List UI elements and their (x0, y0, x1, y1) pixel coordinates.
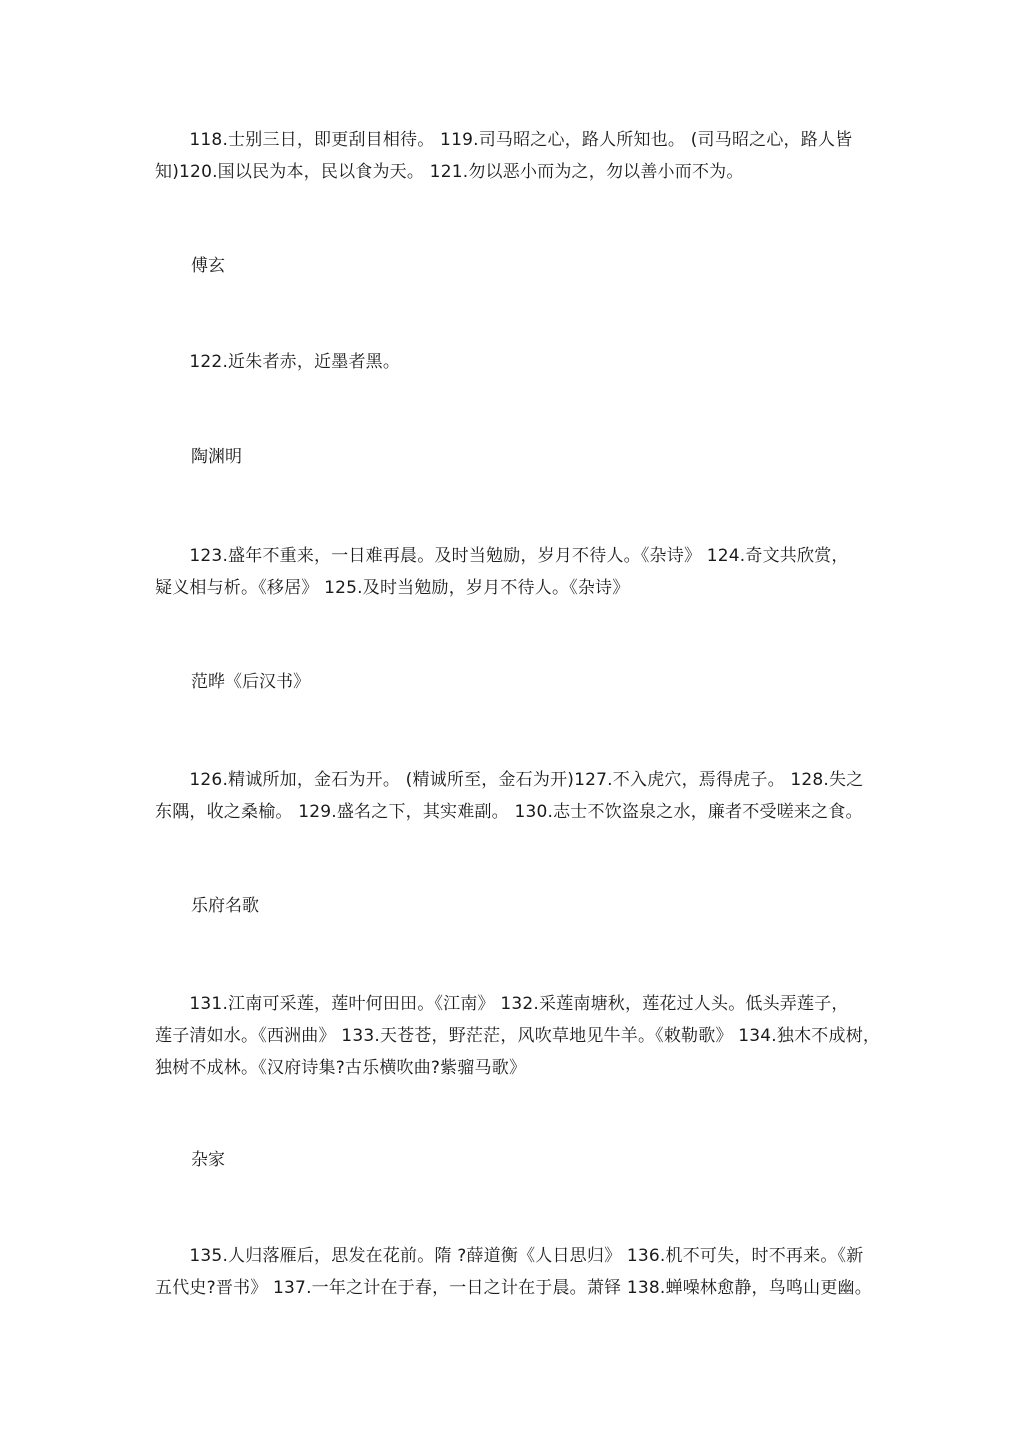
text-line: 122.近朱者赤，近墨者黑。 (155, 352, 401, 372)
text-line: 131.江南可采莲，莲叶何田田。《江南》 132.采莲南塘秋，莲花过人头。低头弄莲子， (155, 994, 849, 1014)
section-heading-zajia: 杂家 (191, 1150, 225, 1170)
text-line: 知)120.国以民为本，民以食为天。 121.勿以恶小而为之，勿以善小而不为。 (155, 162, 744, 182)
text-line: 莲子清如水。《西洲曲》 133.天苍苍，野茫茫，风吹草地见牛羊。《敕勒歌》 134.独木不成树， (155, 1026, 881, 1046)
paragraph-126-130 (155, 764, 890, 828)
text-line: 135.人归落雁后，思发在花前。隋 ?薛道衡《人日思归》 136.机不可失，时不再来。《新 (155, 1246, 864, 1266)
section-heading-tao-yuanming: 陶渊明 (191, 447, 242, 467)
paragraph-122 (155, 346, 890, 378)
paragraph-123-125 (155, 540, 890, 604)
paragraph-118-121 (155, 124, 890, 188)
text-line: 118.士别三日，即更刮目相待。 119.司马昭之心，路人所知也。 (司马昭之心，路人皆 (155, 130, 853, 150)
paragraph-131-134 (155, 988, 890, 1084)
text-line: 123.盛年不重来，一日难再晨。及时当勉励，岁月不待人。《杂诗》 124.奇文共欣赏， (155, 546, 849, 566)
text-line: 126.精诚所加，金石为开。 (精诚所至，金石为开)127.不入虎穴，焉得虎子。 128.失之 (155, 770, 864, 790)
paragraph-135-138 (155, 1240, 890, 1304)
section-heading-fu-xuan: 傅玄 (191, 256, 225, 276)
text-line: 五代史?晋书》 137.一年之计在于春，一日之计在于晨。萧铎 138.蝉噪林愈静，鸟鸣山更幽。 (155, 1278, 872, 1298)
text-line: 东隅，收之桑榆。 129.盛名之下，其实难副。 130.志士不饮盗泉之水，廉者不受嗟来之食。 (155, 802, 863, 822)
text-line: 独树不成林。《汉府诗集?古乐横吹曲?紫骝马歌》 (155, 1058, 527, 1078)
section-heading-yuefu: 乐府名歌 (191, 896, 259, 916)
text-line: 疑义相与析。《移居》 125.及时当勉励，岁月不待人。《杂诗》 (155, 578, 630, 598)
section-heading-fan-ye: 范晔《后汉书》 (191, 672, 310, 692)
